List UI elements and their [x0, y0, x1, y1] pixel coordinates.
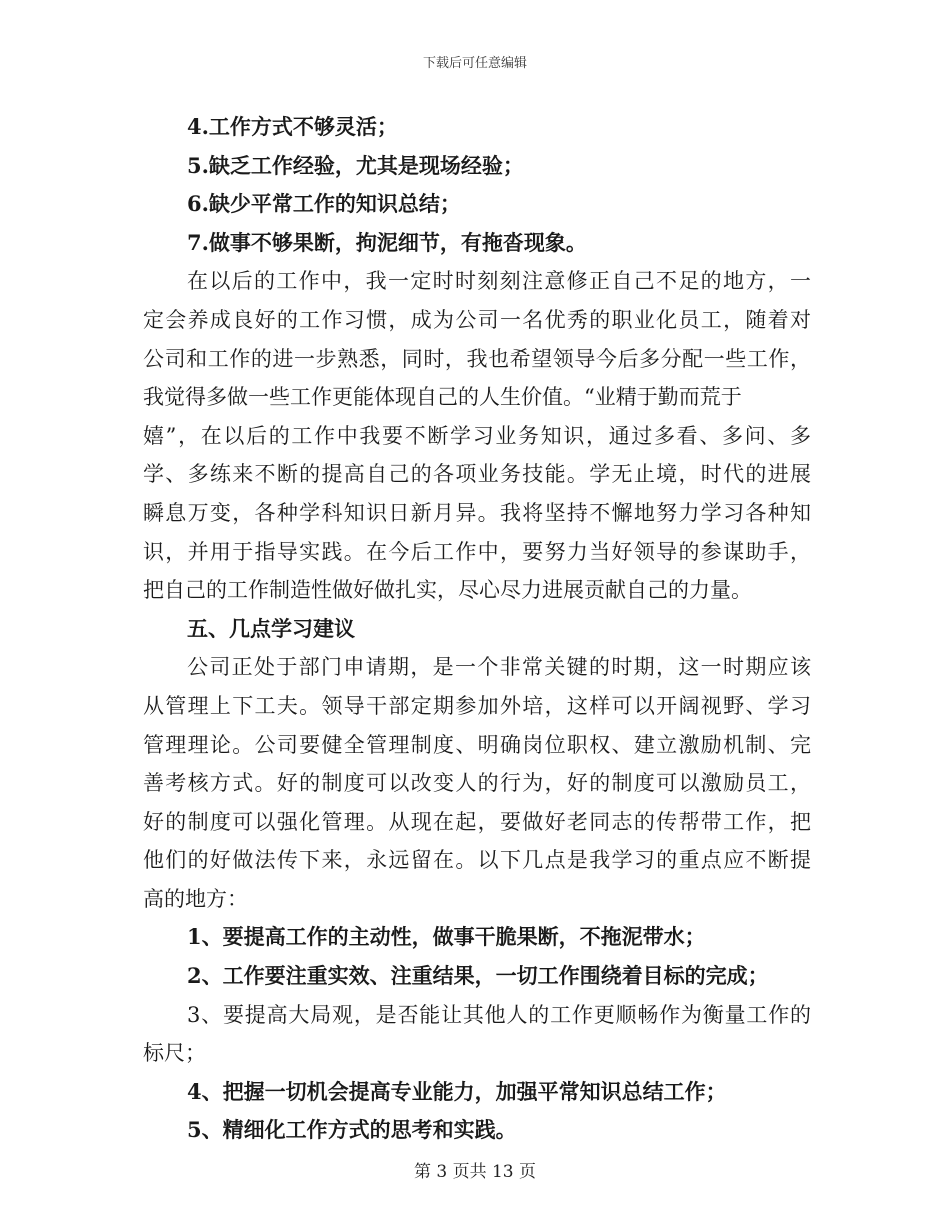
text-line: 4、把握一切机会提高专业能力，加强平常知识总结工作； [187, 1078, 727, 1104]
text-line: 好的制度可以强化管理。从现在起，要做好老同志的传帮带工作，把 [143, 809, 811, 834]
text-line: 我觉得多做一些工作更能体现自己的人生价值。“业精于勤而荒于 [143, 385, 742, 410]
document-body [143, 108, 811, 1150]
text-line: 7.做事不够果断，拘泥细节，有拖沓现象。 [187, 229, 587, 255]
text-line: 公司正处于部门申请期，是一个非常关键的时期，这一时期应该 [187, 655, 811, 680]
text-line: 五、几点学习建议 [187, 615, 355, 641]
text-line: 5.缺乏工作经验，尤其是现场经验； [187, 152, 524, 178]
text-line: 把自己的工作制造性做好做扎实，尽心尽力进展贡献自己的力量。 [143, 578, 752, 603]
text-line: 管理理论。公司要健全管理制度、明确岗位职权、建立激励机制、完 [143, 732, 811, 757]
text-line: 学、多练来不断的提高自己的各项业务技能。学无止境，时代的进展 [143, 462, 811, 487]
text-line: 标尺； [143, 1041, 206, 1066]
text-line: 在以后的工作中，我一定时时刻刻注意修正自己不足的地方，一 [187, 269, 811, 294]
text-line: 4.工作方式不够灵活； [187, 114, 398, 139]
text-line: 5、精细化工作方式的思考和实践。 [187, 1117, 517, 1143]
text-line: 嬉”，在以后的工作中我要不断学习业务知识，通过多看、多问、多 [143, 423, 811, 448]
text-line: 识，并用于指导实践。在今后工作中，要努力当好领导的参谋助手， [143, 539, 811, 564]
page-footer: 第 3 页共 13 页 [413, 1162, 537, 1182]
text-line: 瞬息万变，各种学科知识日新月异。我将坚持不懈地努力学习各种知 [143, 500, 811, 525]
text-line: 定会养成良好的工作习惯，成为公司一名优秀的职业化员工，随着对 [143, 307, 811, 332]
page-header: 下载后可任意编辑 [422, 56, 527, 71]
text-line: 高的地方： [143, 886, 248, 911]
text-line: 善考核方式。好的制度可以改变人的行为，好的制度可以激励员工， [143, 771, 811, 796]
text-line: 从管理上下工夫。领导干部定期参加外培，这样可以开阔视野、学习 [143, 693, 811, 718]
text-line: 1、要提高工作的主动性，做事干脆果断，不拖泥带水； [187, 924, 706, 950]
text-line: 他们的好做法传下来，永远留在。以下几点是我学习的重点应不断提 [143, 848, 811, 873]
text-line: 公司和工作的进一步熟悉，同时，我也希望领导今后多分配一些工作， [143, 346, 811, 371]
text-line: 6.缺少平常工作的知识总结； [187, 191, 461, 217]
text-line: 3、要提高大局观，是否能让其他人的工作更顺畅作为衡量工作的 [187, 1002, 811, 1027]
text-line: 2、工作要注重实效、注重结果，一切工作围绕着目标的完成； [187, 963, 769, 989]
